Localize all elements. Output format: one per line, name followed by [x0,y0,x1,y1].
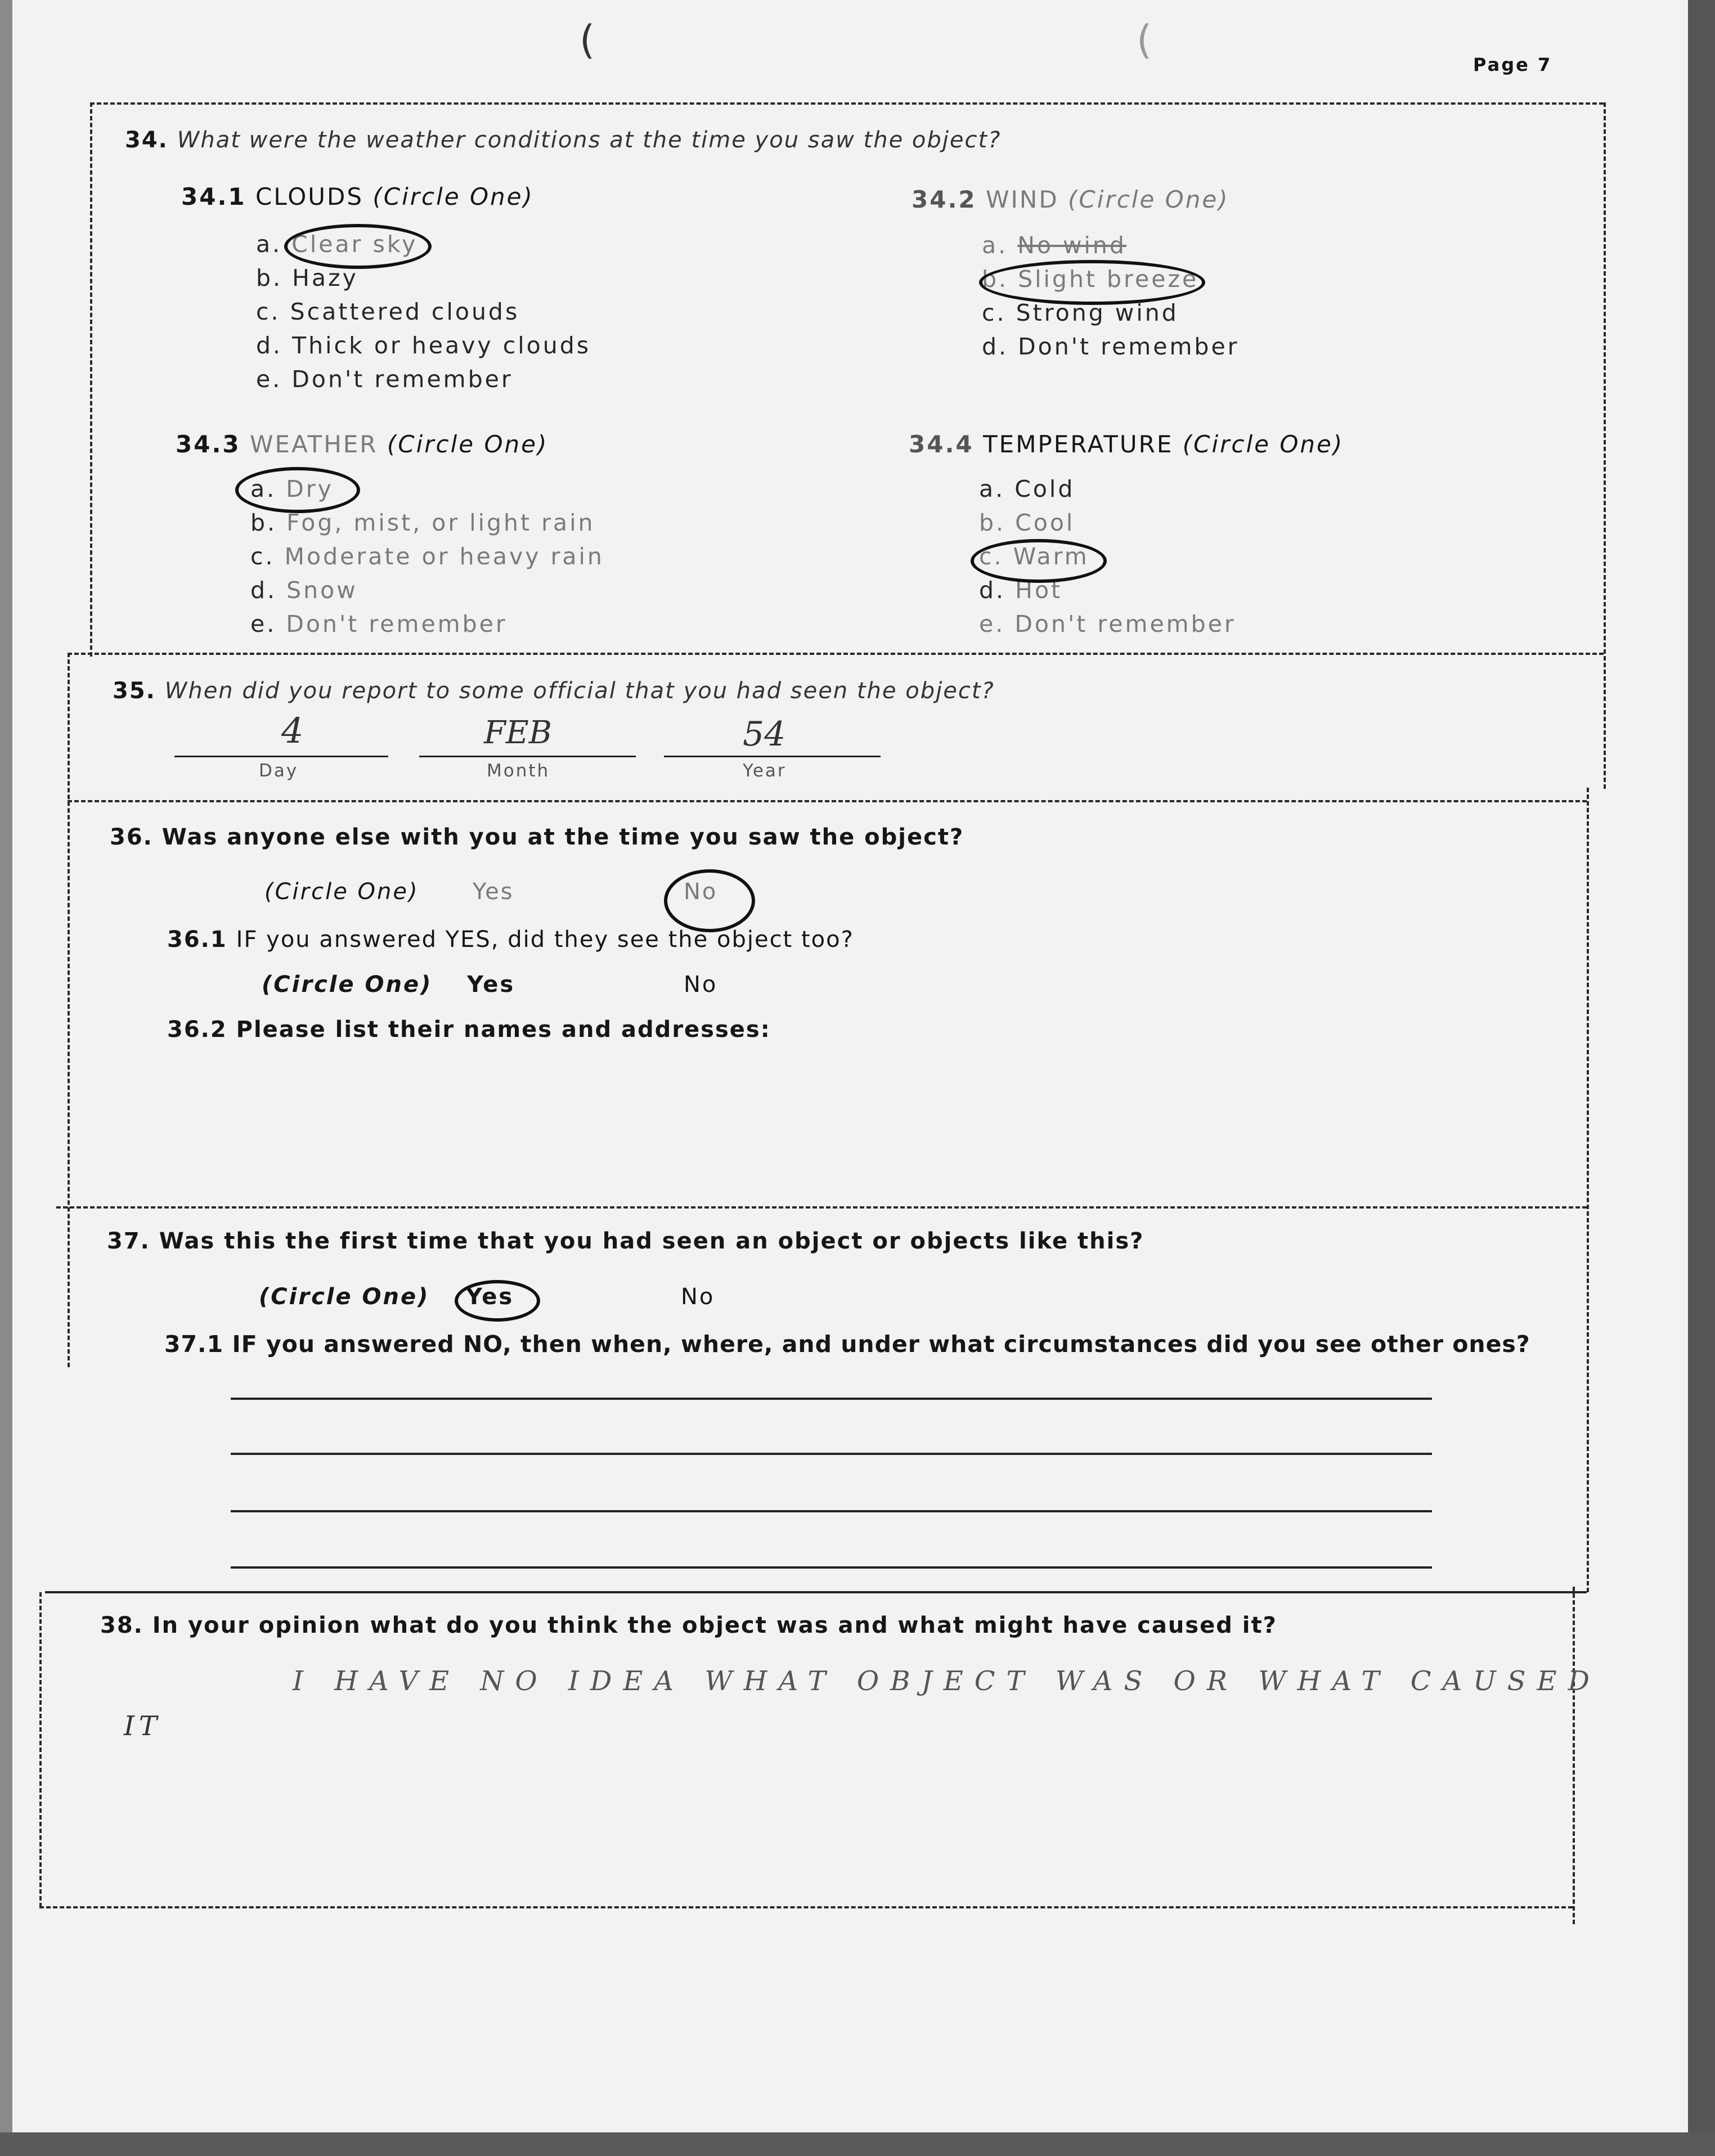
answer-circle [664,869,755,932]
circle-one-instruction: (Circle One) [1182,430,1344,458]
clouds-option-b[interactable]: b. Hazy [256,264,358,291]
question-36 [110,824,964,850]
scan-edge-right [1688,0,1715,2156]
form-left-border [39,1592,42,1907]
subquestion-number: 34.3 [176,430,241,458]
clouds-option-c[interactable]: c. Scattered clouds [256,298,520,325]
handwritten-answer-line-2[interactable]: IT [124,1710,161,1742]
weather-heading [176,430,548,458]
weather-option-b[interactable]: b. Fog, mist, or light rain [250,509,595,536]
question-text: Was this the first time that you had seen an object or objects like this? [159,1228,1144,1254]
wind-option-b[interactable]: b. Slight breeze [982,266,1199,293]
answer-circle [284,224,432,269]
question-text: Was anyone else with you at the time you saw the object? [161,824,964,850]
temperature-option-e[interactable]: e. Don't remember [979,610,1236,637]
section-divider [56,1206,1587,1209]
weather-option-d[interactable]: d. Snow [250,577,358,604]
clouds-option-d[interactable]: d. Thick or heavy clouds [256,332,591,359]
day-line [174,756,388,757]
question-36-1 [167,927,854,953]
question-number: 34. [125,127,168,153]
day-label: Day [259,761,299,781]
subquestion-number: 34.2 [912,186,977,213]
subquestion-text: IF you answered YES, did they see the object too? [236,927,854,953]
subquestion-title: WIND [986,186,1059,213]
month-label: Month [487,761,550,781]
question-36-2 [167,1017,771,1043]
wind-heading [912,186,1229,213]
answer-circle [979,260,1205,305]
report-month-value[interactable]: FEB [484,715,552,751]
question-35 [113,678,995,704]
form-left-border [90,102,92,657]
answer-line[interactable] [231,1453,1432,1455]
question-number: 37. [107,1228,150,1254]
clouds-option-e[interactable]: e. Don't remember [256,366,513,393]
weather-option-a[interactable]: a. Dry [250,475,334,502]
form-right-border [1604,102,1606,789]
section-divider [45,1591,1587,1593]
question-34 [125,127,1001,153]
circle-one-instruction: (Circle One) [259,1284,430,1310]
question-number: 38. [100,1612,143,1638]
circle-one-instruction: (Circle One) [1068,186,1229,213]
clouds-option-a[interactable]: a. Clear sky [256,231,418,258]
question-number: 36. [110,824,153,850]
report-year-value[interactable]: 54 [743,715,786,754]
circle-one-instruction: (Circle One) [264,879,419,905]
subquestion-number: 37.1 [164,1331,224,1358]
q36-1-yes-option[interactable]: Yes [467,972,515,998]
answer-circle [455,1280,540,1322]
subquestion-number: 34.1 [181,183,246,210]
temperature-option-c[interactable]: c. Warm [979,543,1089,570]
form-top-border [90,102,1604,105]
temperature-option-d[interactable]: d. Hot [979,577,1063,604]
answer-circle [971,539,1107,583]
subquestion-number: 36.2 [167,1017,227,1043]
answer-line[interactable] [231,1398,1432,1400]
handwritten-answer-line-1[interactable]: I HAVE NO IDEA WHAT OBJECT WAS OR WHAT CAUSED [293,1665,1601,1697]
wind-option-a[interactable]: a. No wind [982,232,1126,259]
question-37 [107,1228,1144,1254]
scan-edge-bottom [0,2132,1715,2156]
question-text: What were the weather conditions at the time you saw the object? [177,127,1002,153]
year-line [664,756,881,757]
wind-option-c[interactable]: c. Strong wind [982,299,1179,326]
subquestion-title: CLOUDS [255,183,364,210]
q36-1-no-option[interactable]: No [684,972,718,998]
temperature-heading [909,430,1344,458]
clouds-heading [181,183,534,210]
q37-no-option[interactable]: No [681,1284,715,1310]
q36-no-option[interactable]: No [684,879,718,905]
report-day-value[interactable]: 4 [281,710,304,751]
question-number: 35. [113,678,156,704]
subquestion-number: 36.1 [167,927,227,953]
year-label: Year [743,761,787,781]
subquestion-title: TEMPERATURE [983,430,1174,458]
q37-yes-option[interactable]: Yes [466,1284,514,1310]
subquestion-text: Please list their names and addresses: [236,1017,771,1043]
question-text: When did you report to some official that you had seen the object? [164,678,995,704]
subquestion-number: 34.4 [909,430,974,458]
page-label: Page 7 [1473,54,1552,75]
scan-edge-left [0,0,12,2156]
q36-yes-option[interactable]: Yes [473,879,514,905]
subquestion-title: WEATHER [250,430,378,458]
weather-option-c[interactable]: c. Moderate or heavy rain [250,543,604,570]
answer-circle [235,467,360,513]
form-right-border [1573,1587,1575,1924]
subquestion-text: IF you answered NO, then when, where, and under what circumstances did you see other ones? [232,1331,1530,1358]
temperature-option-a[interactable]: a. Cold [979,475,1075,502]
wind-option-d[interactable]: d. Don't remember [982,333,1240,360]
form-bottom-border [39,1906,1573,1908]
circle-one-instruction: (Circle One) [262,972,433,998]
question-38 [100,1612,1277,1638]
section-divider [68,653,1604,655]
section-divider [68,800,1587,802]
answer-line[interactable] [231,1566,1432,1569]
temperature-option-b[interactable]: b. Cool [979,509,1075,536]
circle-one-instruction: (Circle One) [387,430,549,458]
question-text: In your opinion what do you think the object was and what might have caused it? [152,1612,1277,1638]
question-37-1 [164,1331,1530,1358]
month-line [419,756,636,757]
form-left-border [68,653,70,1367]
scan-mark: ( [580,17,595,63]
answer-line[interactable] [231,1510,1432,1512]
form-right-border [1587,788,1589,1592]
weather-option-e[interactable]: e. Don't remember [250,610,508,637]
circle-one-instruction: (Circle One) [372,183,534,210]
scan-mark: ( [1137,17,1152,63]
